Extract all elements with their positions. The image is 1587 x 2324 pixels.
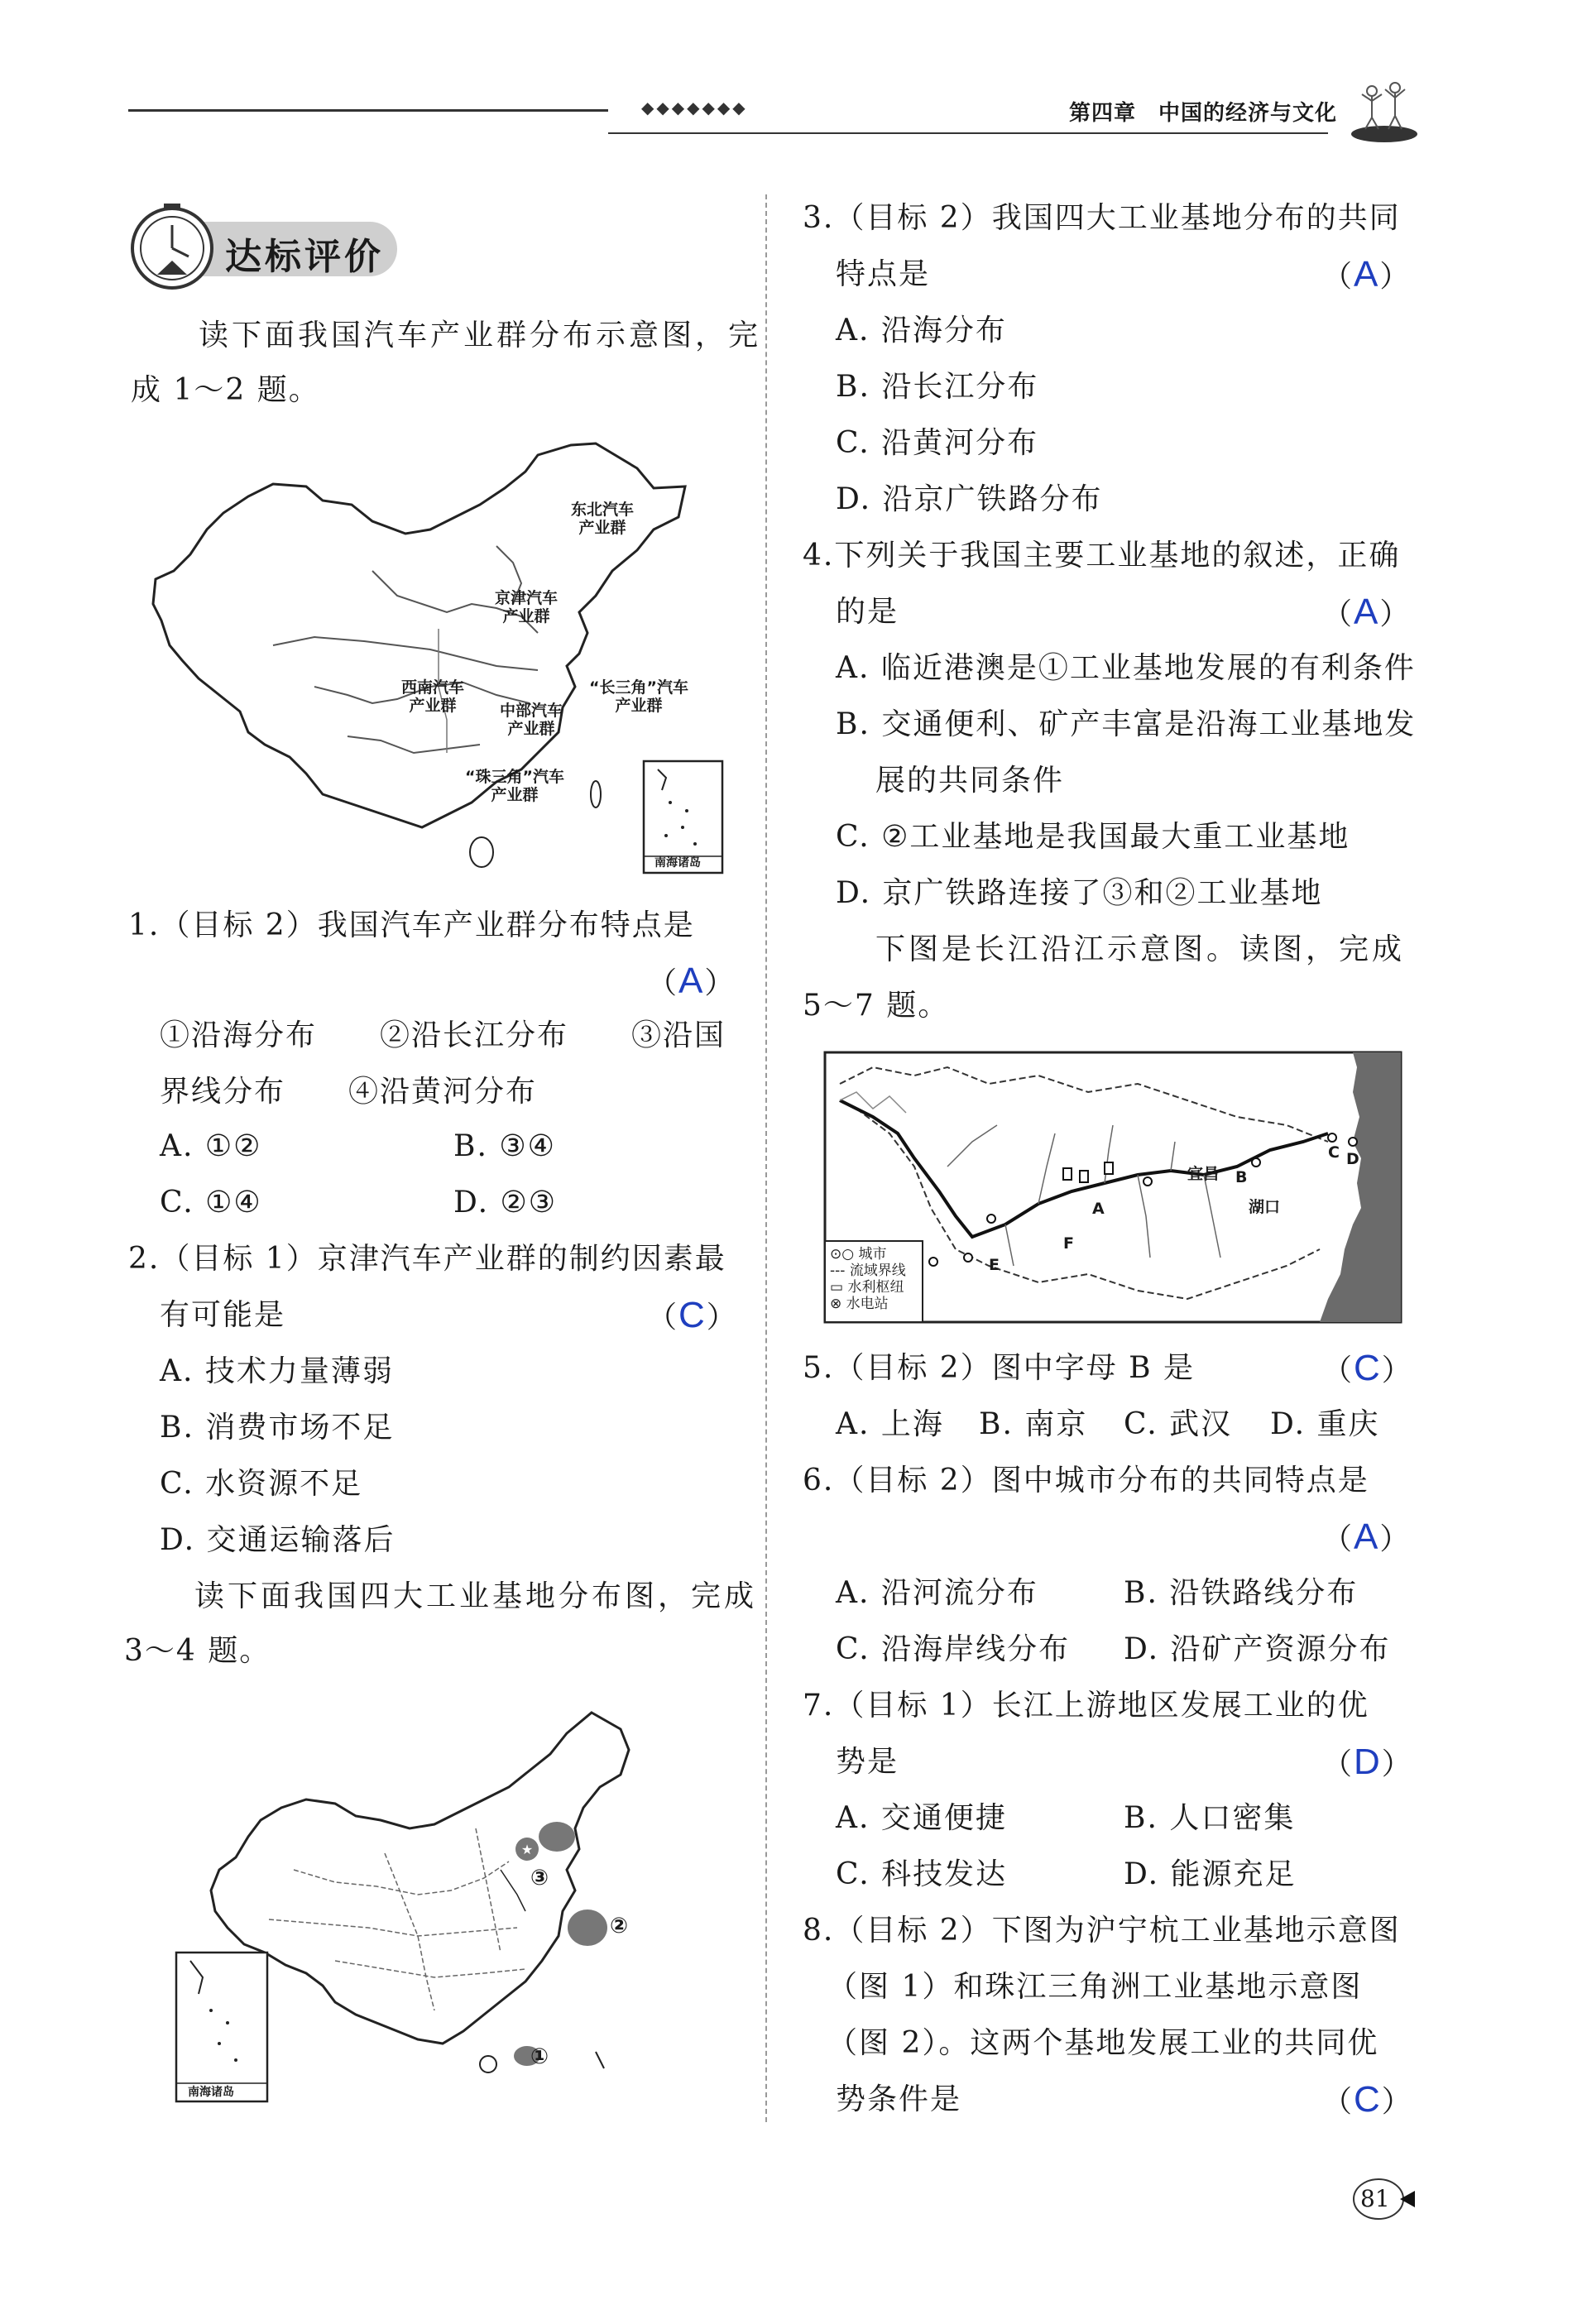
intro3-line1: 下图是长江沿江示意图。读图，完成 (875, 932, 1406, 966)
q4-option-b-line2: 展的共同条件 (875, 764, 1065, 798)
q3-option-a: A. 沿海分布 (836, 314, 1007, 347)
q1-option-d: D. ②③ (453, 1186, 558, 1220)
q1-opts-line1: ①沿海分布 ②沿长江分布 ③沿国 (160, 1018, 726, 1052)
section-badge (124, 199, 422, 290)
header-dots: ◆◆◆◆◆◆◆ (641, 98, 748, 117)
q6-answer-bracket: （A） (1322, 1517, 1412, 1557)
label-dongbei: 东北汽车 产业群 (571, 501, 635, 537)
legend-power: ⊗ 水电站 (830, 1296, 889, 1312)
page-number: 81 (1360, 2185, 1390, 2212)
label-b: B (1235, 1168, 1248, 1186)
base-1-label: ① (530, 2044, 549, 2069)
q6-option-b: B. 沿铁路线分布 (1124, 1576, 1359, 1610)
q2-answer: C (678, 1295, 707, 1335)
q6-option-d: D. 沿矿产资源分布 (1124, 1632, 1391, 1666)
label-hukou: 湖口 (1249, 1198, 1281, 1216)
header-title: 中国的经济与文化 (1158, 101, 1338, 126)
svg-text:★: ★ (520, 1842, 534, 1857)
section-badge-title: 达标评价 (225, 236, 384, 278)
label-inset: 南海诸岛 (654, 856, 701, 870)
q3-option-c: C. 沿黄河分布 (836, 426, 1039, 460)
q8-stem-line1: 8.（目标 2）下图为沪宁杭工业基地示意图 (803, 1914, 1401, 1948)
q3-stem-line2: 特点是 (836, 257, 931, 291)
q1-answer-bracket: （A） (647, 961, 736, 1001)
q3-option-d: D. 沿京广铁路分布 (836, 482, 1103, 516)
q4-stem-line2: 的是 (836, 595, 899, 629)
q3-answer-bracket: （A） (1322, 254, 1412, 295)
legend-dam: ▭ 水利枢纽 (830, 1279, 904, 1296)
q1-stem: 1.（目标 2）我国汽车产业群分布特点是 (128, 908, 695, 942)
map-yangtze (823, 1051, 1402, 1324)
q4-option-d: D. 京广铁路连接了③和②工业基地 (836, 876, 1323, 910)
q5-option-d: D. 重庆 (1270, 1407, 1380, 1441)
q4-option-a: A. 临近港澳是①工业基地发展的有利条件 (836, 651, 1416, 685)
page-number-badge (1350, 2176, 1417, 2222)
q4-option-b-line1: B. 交通便利、矿产丰富是沿海工业基地发 (836, 707, 1417, 741)
label-changsanjiao: “长三角”汽车 产业群 (589, 678, 688, 715)
q4-answer: A (1354, 592, 1380, 632)
q4-stem-line1: 4.下列关于我国主要工业基地的叙述，正确 (803, 539, 1401, 573)
q8-stem-line2: （图 1）和珠江三角洲工业基地示意图 (827, 1970, 1363, 2004)
q2-option-b: B. 消费市场不足 (160, 1411, 395, 1445)
q7-option-d: D. 能源充足 (1124, 1857, 1297, 1891)
q7-answer: D (1354, 1742, 1382, 1782)
label-zhusanjiao: “珠三角”汽车 产业群 (465, 768, 564, 804)
q8-stem-line4: 势条件是 (836, 2082, 962, 2116)
label-jingjin: 京津汽车 产业群 (495, 589, 559, 625)
q4-option-c: C. ②工业基地是我国最大重工业基地 (836, 820, 1350, 854)
label-d: D (1346, 1150, 1359, 1168)
label-yichang: 宜昌 (1187, 1165, 1220, 1183)
header-rule-right (608, 132, 1328, 134)
label-e: E (989, 1256, 1000, 1274)
legend (830, 1246, 906, 1312)
q3-stem-line1: 3.（目标 2）我国四大工业基地分布的共同 (803, 201, 1401, 235)
q1-option-c: C. ①④ (160, 1186, 262, 1220)
q7-option-a: A. 交通便捷 (836, 1801, 1007, 1835)
label-f: F (1063, 1234, 1074, 1253)
q2-stem-line1: 2.（目标 1）京津汽车产业群的制约因素最 (128, 1242, 726, 1276)
q2-answer-bracket: （C） (647, 1295, 738, 1335)
intro3-line2: 5～7 题。 (803, 989, 950, 1023)
q2-option-a: A. 技术力量薄弱 (160, 1354, 394, 1388)
intro1-line2: 成 1～2 题。 (131, 373, 320, 407)
q7-answer-bracket: （D） (1322, 1742, 1413, 1782)
legend-basin: --- 流域界线 (830, 1263, 906, 1279)
intro2-line2: 3～4 题。 (124, 1634, 271, 1668)
q7-option-c: C. 科技发达 (836, 1857, 1008, 1891)
label-xinan: 西南汽车 产业群 (401, 678, 465, 715)
q7-option-b: B. 人口密集 (1124, 1801, 1296, 1835)
q1-option-a: A. ①② (160, 1129, 262, 1163)
q5-option-b: B. 南京 (979, 1407, 1088, 1441)
map-auto-clusters (149, 438, 728, 877)
intro2-line1: 读下面我国四大工业基地分布图，完成 (194, 1579, 758, 1613)
q6-option-a: A. 沿河流分布 (836, 1576, 1038, 1610)
q7-stem-line2: 势是 (836, 1745, 899, 1779)
label-zhongbu: 中部汽车 产业群 (500, 702, 563, 738)
q1-option-b: B. ③④ (453, 1129, 556, 1163)
q2-option-d: D. 交通运输落后 (160, 1523, 396, 1557)
q6-answer: A (1354, 1517, 1380, 1557)
q5-stem: 5.（目标 2）图中字母 B 是 (803, 1351, 1196, 1385)
q8-stem-line3: （图 2）。这两个基地发展工业的共同优 (827, 2026, 1379, 2060)
q8-answer-bracket: （C） (1322, 2079, 1413, 2120)
q3-option-b: B. 沿长江分布 (836, 370, 1039, 404)
q4-answer-bracket: （A） (1322, 592, 1412, 632)
q5-answer-bracket: （C） (1322, 1348, 1413, 1388)
base-3-label: ③ (530, 1866, 549, 1890)
label-c: C (1328, 1143, 1340, 1162)
q6-option-c: C. 沿海岸线分布 (836, 1632, 1071, 1666)
q6-stem: 6.（目标 2）图中城市分布的共同特点是 (803, 1464, 1369, 1497)
q5-option-a: A. 上海 (836, 1407, 944, 1441)
label-a: A (1092, 1200, 1105, 1218)
q1-opts-line2: 界线分布 ④沿黄河分布 (160, 1075, 538, 1109)
q2-stem-line2: 有可能是 (160, 1298, 286, 1332)
q2-option-c: C. 水资源不足 (160, 1467, 363, 1501)
q3-answer: A (1354, 254, 1380, 295)
header-figures-icon (1347, 76, 1422, 146)
q8-answer: C (1354, 2079, 1382, 2120)
q7-stem-line1: 7.（目标 1）长江上游地区发展工业的优 (803, 1689, 1369, 1723)
header-chapter: 第四章 (1069, 101, 1137, 126)
q5-answer: C (1354, 1348, 1382, 1388)
header-rule-left (128, 109, 608, 112)
base-2-label: ② (610, 1914, 629, 1938)
column-divider (765, 194, 767, 2122)
q1-answer: A (678, 961, 705, 1001)
legend-city: ⊙○ 城市 (830, 1246, 887, 1263)
q5-option-c: C. 武汉 (1124, 1407, 1233, 1441)
intro1-line1: 读下面我国汽车产业群分布示意图，完 (199, 319, 762, 352)
map-industrial-bases (170, 1704, 650, 2110)
map2-inset-label: 南海诸岛 (188, 2086, 234, 2099)
